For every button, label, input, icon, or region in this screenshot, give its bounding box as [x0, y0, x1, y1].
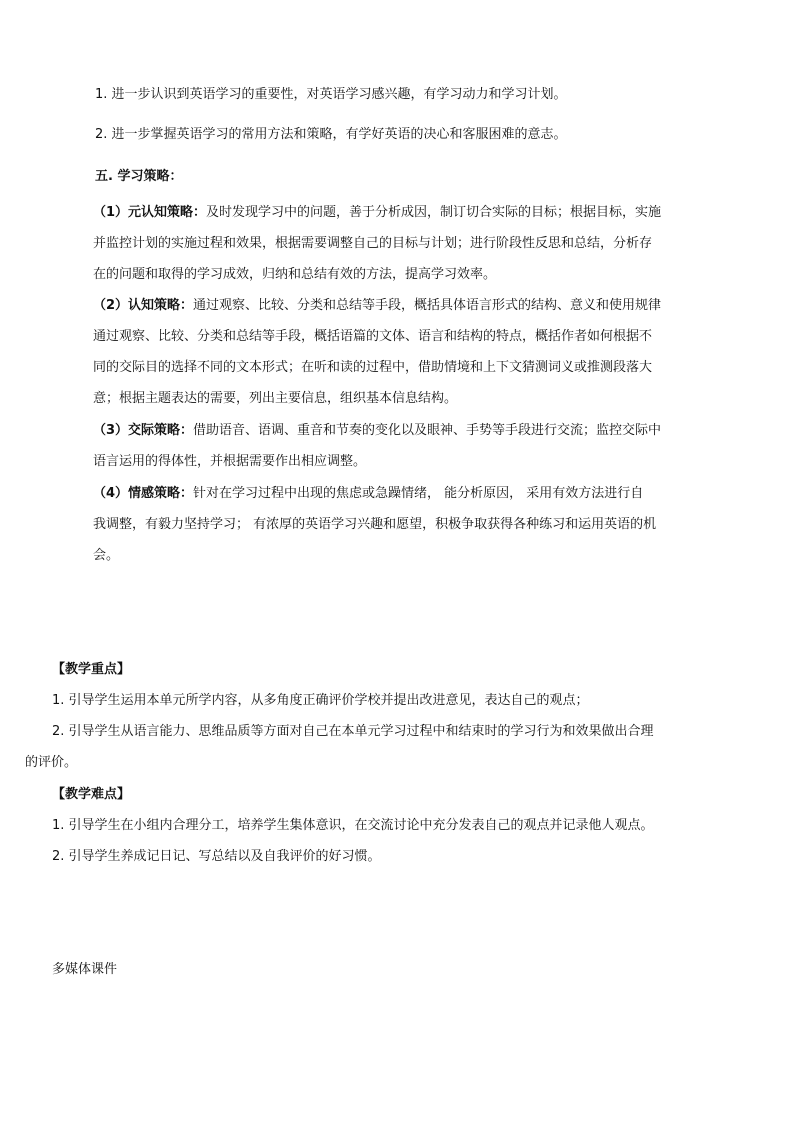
strategy-text: 借助语音、语调、重音和节奏的变化以及眼神、手势等手段进行交流；监控交际中: [193, 423, 662, 438]
key-point-item: 2. 引导学生从语言能力、思维品质等方面对自己在本单元学习过程中和结束时的学习行为和效果做出合理: [52, 724, 654, 739]
key-point-item-wrap: 的评价。: [25, 755, 78, 770]
strategy-text: 意；根据主题表达的需要，列出主要信息，组织基本信息结构。: [93, 391, 458, 406]
resources-text: 多媒体课件: [52, 962, 118, 977]
strategy-text: 通过观察、比较、分类和总结等手段，概括具体语言形式的结构、意义和使用规律: [193, 298, 662, 313]
strategy-label: （4）情感策略：: [93, 486, 194, 501]
strategy-text: 我调整，有毅力坚持学习； 有浓厚的英语学习兴趣和愿望，积极争取获得各种练习和运用英语的机: [93, 517, 657, 532]
strategy-text: 及时发现学习中的问题，善于分析成因，制订切合实际的目标；根据目标，实施: [206, 205, 662, 220]
difficult-point-item: 1. 引导学生在小组内合理分工，培养学生集体意识，在交流讨论中充分发表自己的观点并记录他人观点。: [52, 818, 654, 833]
strategy-text: 同的交际目的选择不同的文本形式；在听和读的过程中，借助情境和上下文猜测词义或推测段落大: [93, 360, 653, 375]
section-heading: 五. 学习策略：: [95, 169, 183, 184]
strategy-text: 针对在学习过程中出现的焦虑或急躁情绪， 能分析原因， 采用有效方法进行自: [193, 486, 644, 501]
difficult-points-heading: 【教学难点】: [52, 787, 131, 802]
strategy-text: 语言运用的得体性，并根据需要作出相应调整。: [93, 454, 367, 469]
goal-item: 2. 进一步掌握英语学习的常用方法和策略，有学好英语的决心和客服困难的意志。: [95, 127, 567, 142]
strategy-label: （1）元认知策略：: [93, 205, 207, 220]
goal-item: 1. 进一步认识到英语学习的重要性，对英语学习感兴趣，有学习动力和学习计划。: [95, 87, 567, 102]
strategy-item: [93, 415, 705, 477]
strategy-text: 并监控计划的实施过程和效果，根据需要调整自己的目标与计划；进行阶段性反思和总结，分析存: [93, 236, 653, 251]
strategy-label: （3）交际策略：: [93, 423, 194, 438]
strategy-text: 通过观察、比较、分类和总结等手段，概括语篇的文体、语言和结构的特点，概括作者如何根据不: [93, 329, 653, 344]
strategy-label: （2）认知策略：: [93, 298, 194, 313]
strategy-text: 会。: [93, 548, 120, 563]
key-points-heading: 【教学重点】: [52, 662, 131, 677]
strategy-item: [93, 197, 705, 290]
strategy-text: 在的问题和取得的学习成效，归纳和总结有效的方法，提高学习效率。: [93, 267, 497, 282]
difficult-point-item: 2. 引导学生养成记日记、写总结以及自我评价的好习惯。: [52, 849, 381, 864]
strategy-item: [93, 478, 705, 571]
key-point-item: 1. 引导学生运用本单元所学内容，从多角度正确评价学校并提出改进意见，表达自己的观点；: [52, 693, 589, 708]
strategy-item: [93, 290, 705, 414]
